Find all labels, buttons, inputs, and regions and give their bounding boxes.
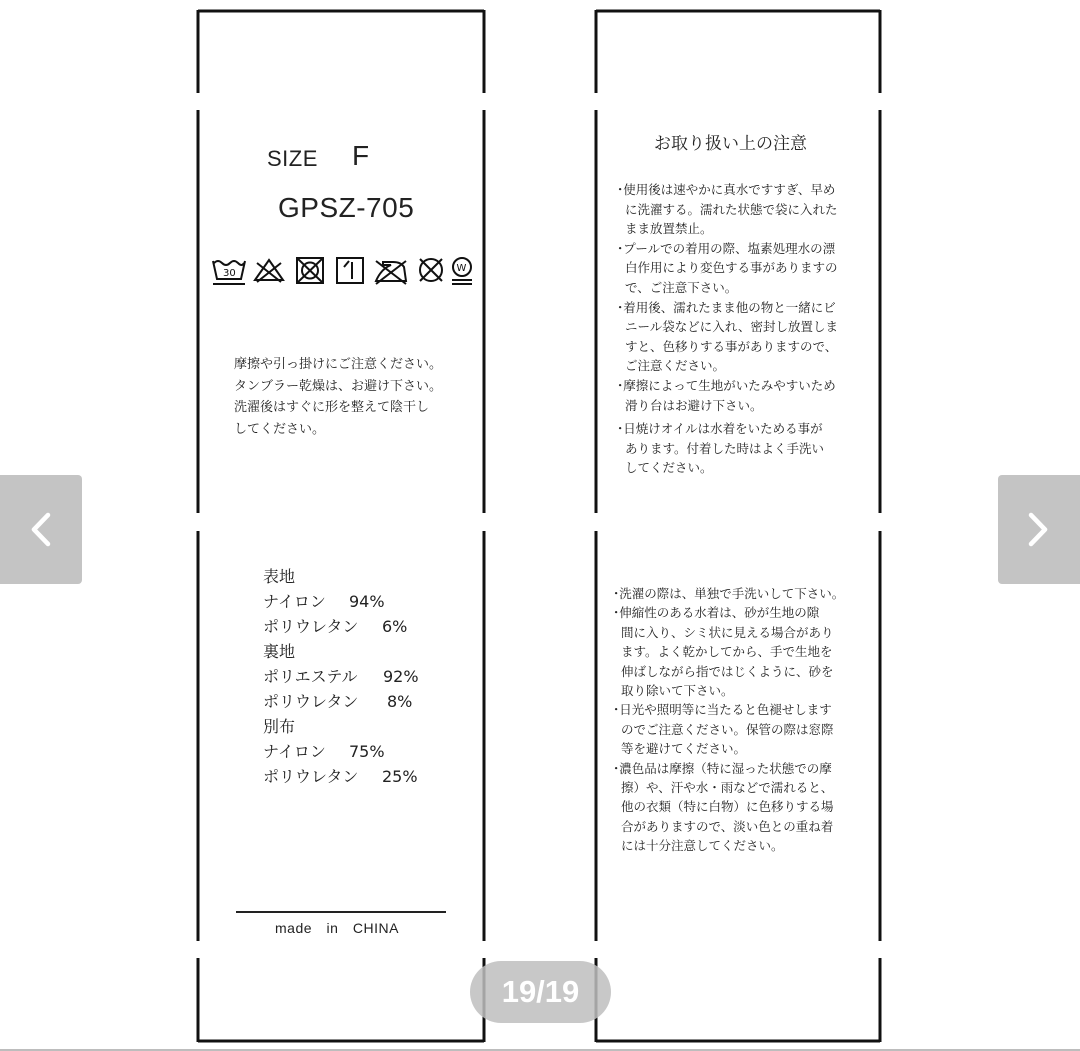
care-title: お取り扱い上の注意 [654, 134, 807, 154]
note-line: ･洗濯の際は、単独で手洗いして下さい。 [613, 586, 845, 601]
note-line: ･摩擦によって生地がいたみやすいため [617, 377, 836, 393]
care-note [234, 354, 442, 441]
wash-tub-30-icon [213, 261, 245, 284]
note-line: ･使用後は速やかに真水ですすぎ、早め [617, 182, 836, 197]
note-line: 取り除いて下さい。 [621, 683, 734, 699]
composition-row [263, 614, 408, 639]
care-note-line: してください。 [234, 422, 326, 438]
model-number: GPSZ-705 [278, 192, 415, 223]
fabric-composition [263, 564, 419, 789]
care-note-item [613, 700, 844, 758]
composition-row [263, 764, 418, 789]
care-note-item [613, 759, 844, 856]
care-notes-bottom [613, 584, 844, 856]
note-line: まま放置禁止。 [625, 221, 713, 237]
note-line: 合がありますので、淡い色との重ね着 [621, 818, 834, 834]
wet-clean-icon [452, 258, 472, 284]
note-line: あります。付着した時はよく手洗い [625, 440, 825, 456]
care-note-item [617, 376, 838, 415]
composition-row [263, 739, 385, 764]
note-line: してください。 [625, 460, 713, 476]
chevron-right-icon [998, 475, 1080, 584]
no-bleach-icon [255, 260, 283, 282]
composition-percent: 25% [382, 767, 418, 786]
care-note-item [613, 603, 844, 700]
composition-label: ポリエステル [263, 667, 358, 686]
care-note-item [617, 180, 838, 239]
care-note-item [617, 239, 838, 298]
note-line: 擦）や、汗や水・雨などで濡れると、 [621, 780, 834, 796]
note-line: ･伸縮性のある水着は、砂が生地の隙 [613, 605, 820, 621]
care-symbols [211, 253, 475, 287]
drip-dry-icon [337, 258, 363, 283]
composition-row [263, 664, 419, 689]
care-note-line: 洗濯後はすぐに形を整えて陰干し [234, 400, 430, 416]
note-line: 間に入り、シミ状に見える場合があり [621, 624, 834, 640]
composition-row [263, 564, 358, 589]
prev-image-button[interactable] [0, 475, 82, 584]
next-image-button[interactable] [998, 475, 1080, 584]
size-value: F [352, 140, 370, 171]
svg-text:W: W [456, 263, 467, 274]
note-line: ･日焼けオイルは水着をいためる事が [617, 421, 823, 437]
note-line: には十分注意してください。 [621, 838, 784, 854]
composition-row [263, 589, 385, 614]
composition-row [263, 639, 358, 664]
note-line: で、ご注意下さい。 [625, 279, 738, 295]
note-line: 他の衣類（特に白物）に色移りする場 [621, 799, 834, 815]
note-line: すと、色移りする事がありますので、 [625, 338, 838, 354]
note-line: ･プールでの着用の際、塩素処理水の漂 [617, 240, 836, 256]
care-note-item [617, 419, 838, 478]
made-in-label: made in CHINA [275, 920, 399, 936]
note-line: に洗濯する。濡れた状態で袋に入れた [625, 201, 838, 217]
image-counter: 19/19 [470, 961, 611, 1023]
composition-percent: 8% [387, 692, 413, 711]
note-line: ･日光や照明等に当たると色褪せします [613, 702, 832, 718]
note-line: ます。よく乾かしてから、手で生地を [621, 644, 833, 660]
composition-percent: 75% [349, 742, 385, 761]
care-note-item [613, 584, 844, 603]
no-tumble-dry-icon [297, 258, 323, 283]
note-line: ･着用後、濡れたまま他の物と一緒にビ [617, 299, 836, 315]
composition-percent: 94% [349, 592, 385, 611]
care-notes-top [617, 180, 838, 478]
composition-label: ポリウレタン [263, 692, 359, 711]
composition-label: ナイロン [263, 592, 326, 611]
composition-label: ポリウレタン [263, 617, 359, 636]
note-line: 白作用により変色する事がありますの [625, 260, 838, 276]
divider [236, 911, 446, 913]
no-dry-clean-icon [420, 259, 442, 281]
composition-label: ナイロン [263, 742, 326, 761]
no-ironing-icon [376, 261, 406, 284]
size-label: SIZE [267, 146, 318, 171]
note-line: のでご注意ください。保管の際は窓際 [621, 721, 834, 737]
composition-label: 別布 [263, 717, 296, 736]
composition-label: 裏地 [263, 642, 296, 661]
note-line: 伸ばしながら指ではじくように、砂を [621, 663, 834, 679]
composition-percent: 6% [382, 617, 408, 636]
care-note-line: 摩擦や引っ掛けにご注意ください。 [234, 357, 443, 372]
note-line: ニール袋などに入れ、密封し放置しま [625, 319, 839, 335]
note-line: ･濃色品は摩擦（特に湿った状態での摩 [613, 760, 832, 776]
note-line: 等を避けてください。 [621, 741, 747, 757]
composition-percent: 92% [383, 667, 419, 686]
note-line: ご注意ください。 [625, 358, 726, 374]
composition-row [263, 714, 358, 739]
care-note-item [617, 298, 838, 376]
chevron-left-icon [0, 475, 82, 584]
care-note-line: タンブラー乾燥は、お避け下さい。 [234, 378, 443, 394]
note-line: 滑り台はお避け下さい。 [625, 397, 763, 413]
composition-row [263, 689, 413, 714]
svg-text:30: 30 [223, 268, 236, 279]
composition-label: 表地 [263, 567, 296, 586]
composition-label: ポリウレタン [263, 767, 359, 786]
